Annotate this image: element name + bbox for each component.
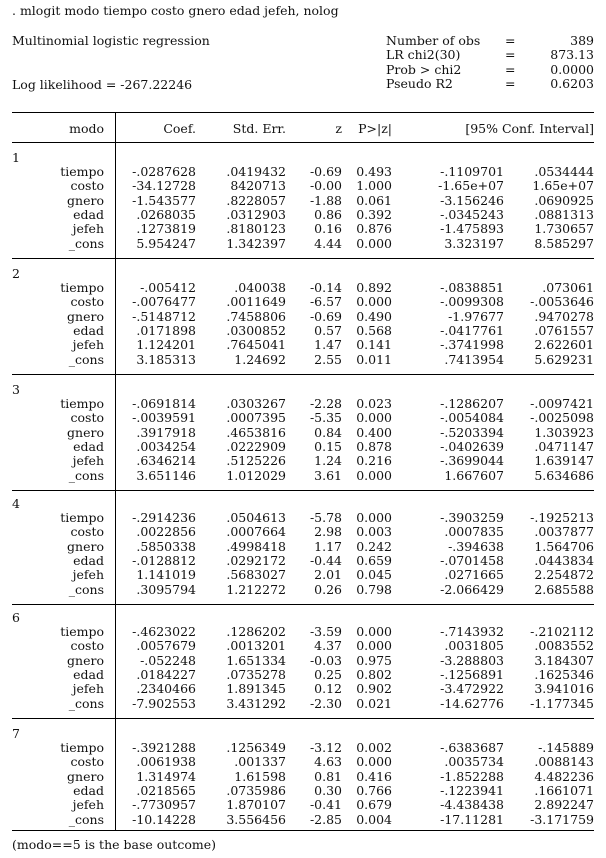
cell-coef: .1273819	[136, 221, 196, 237]
cell-ci-upper: .0690925	[534, 192, 594, 208]
cell-ci-lower: -.0838851	[440, 280, 504, 295]
cell-variable: tiempo	[60, 740, 104, 755]
cell-ci-upper: 2.622601	[534, 337, 594, 353]
cell-ci-upper: -.0097421	[530, 396, 594, 411]
base-outcome-note: (modo==5 is the base outcome)	[12, 837, 216, 852]
cell-coef: -.0691814	[132, 396, 196, 411]
cell-ci-upper: 5.629231	[534, 351, 594, 367]
cell-ci-upper: .0761557	[534, 322, 594, 338]
cell-ci-lower: -14.62776	[440, 695, 504, 711]
cell-p-value: 0.023	[356, 396, 392, 411]
stat-value: 873.13	[550, 47, 594, 62]
cell-z: 0.57	[314, 322, 342, 338]
cell-variable: _cons	[68, 467, 104, 483]
cell-ci-upper: .0037877	[534, 524, 594, 540]
cell-std-err: .0735986	[226, 782, 286, 798]
cell-z: 1.47	[314, 337, 342, 353]
cell-ci-lower: 1.667607	[444, 467, 504, 483]
stat-eq: =	[505, 62, 516, 77]
cell-std-err: .1286202	[226, 624, 286, 639]
stat-label: Prob > chi2	[386, 62, 462, 77]
stat-value: 389	[570, 33, 594, 48]
cell-z: -2.30	[309, 695, 342, 711]
cell-z: 4.37	[314, 638, 342, 654]
cell-ci-upper: .1625346	[534, 666, 594, 682]
cell-ci-upper: -.1925213	[530, 510, 594, 525]
table-bottom-rule	[12, 830, 594, 831]
cell-ci-upper: .0443834	[534, 552, 594, 568]
cell-z: 0.12	[314, 681, 342, 697]
cell-std-err: .0312903	[226, 206, 286, 222]
cell-std-err: 1.891345	[226, 681, 286, 697]
cell-std-err: .0007664	[226, 524, 286, 540]
cell-z: 0.25	[314, 666, 342, 682]
cell-z: 0.30	[314, 782, 342, 798]
cell-ci-upper: .0088143	[534, 754, 594, 770]
cell-ci-upper: 1.730657	[534, 221, 594, 237]
cell-ci-upper: .0083552	[534, 638, 594, 654]
cell-p-value: 0.000	[356, 624, 392, 639]
cell-std-err: .040038	[234, 280, 286, 295]
cell-variable: jefeh	[72, 221, 104, 237]
cell-variable: gnero	[67, 768, 104, 784]
cell-z: 0.84	[314, 424, 342, 440]
equation-label: 6	[12, 610, 20, 625]
cell-std-err: .7645041	[226, 337, 286, 353]
equation-label: 7	[12, 726, 20, 741]
cell-coef: .0022856	[136, 524, 196, 540]
cell-p-value: 0.000	[356, 294, 392, 310]
cell-p-value: 0.679	[356, 797, 392, 813]
cell-std-err: .0300852	[226, 322, 286, 338]
cell-z: 0.15	[314, 438, 342, 454]
cell-coef: .0057679	[136, 638, 196, 654]
cell-std-err: .4653816	[226, 424, 286, 440]
cell-coef: -.0128812	[132, 552, 196, 568]
cell-p-value: 0.659	[356, 552, 392, 568]
cell-coef: 3.185313	[136, 351, 196, 367]
cell-p-value: 0.000	[356, 510, 392, 525]
cell-variable: jefeh	[72, 681, 104, 697]
stat-value: 0.6203	[550, 76, 594, 91]
cell-ci-lower: -.0402639	[440, 438, 504, 454]
header-se: Std. Err.	[232, 121, 286, 136]
cell-ci-upper: 3.184307	[534, 652, 594, 668]
cell-coef: -.5148712	[132, 308, 196, 324]
table-header-rule	[12, 142, 594, 143]
cell-coef: -10.14228	[132, 811, 196, 827]
cell-p-value: 0.011	[356, 351, 392, 367]
cell-variable: jefeh	[72, 567, 104, 583]
cell-ci-lower: .0035734	[444, 754, 504, 770]
cell-variable: gnero	[67, 192, 104, 208]
cell-ci-lower: -.3903259	[440, 510, 504, 525]
cell-ci-lower: 3.323197	[444, 235, 504, 251]
cell-ci-lower: -.6383687	[440, 740, 504, 755]
cell-variable: costo	[70, 178, 104, 194]
cell-coef: -.7730957	[132, 797, 196, 813]
cell-ci-upper: -.0025098	[530, 410, 594, 426]
cell-variable: gnero	[67, 308, 104, 324]
cell-ci-lower: -.3699044	[440, 453, 504, 469]
equation-separator	[12, 490, 594, 491]
cell-coef: -1.543577	[132, 192, 196, 208]
cell-z: -5.35	[309, 410, 342, 426]
cell-variable: tiempo	[60, 164, 104, 179]
cell-p-value: 1.000	[356, 178, 392, 194]
cell-z: -0.44	[309, 552, 342, 568]
cell-ci-lower: .0007835	[444, 524, 504, 540]
stat-label: Number of obs	[386, 33, 481, 48]
header-coef: Coef.	[163, 121, 196, 136]
cell-z: -0.14	[309, 280, 342, 295]
header-ci: [95% Conf. Interval]	[465, 121, 594, 136]
cell-z: 0.26	[314, 581, 342, 597]
cell-std-err: 1.012029	[226, 467, 286, 483]
cell-p-value: 0.975	[356, 652, 392, 668]
cell-p-value: 0.490	[356, 308, 392, 324]
header-z: z	[335, 121, 342, 136]
cell-coef: -.0039591	[132, 410, 196, 426]
cell-std-err: .001337	[234, 754, 286, 770]
cell-std-err: .4998418	[226, 538, 286, 554]
stat-eq: =	[505, 76, 516, 91]
equation-label: 3	[12, 382, 20, 397]
cell-ci-upper: -3.171759	[530, 811, 594, 827]
cell-coef: -.0287628	[132, 164, 196, 179]
cell-ci-upper: 2.254872	[534, 567, 594, 583]
cell-coef: 1.124201	[136, 337, 196, 353]
cell-variable: edad	[73, 782, 104, 798]
cell-p-value: 0.392	[356, 206, 392, 222]
cell-variable: costo	[70, 410, 104, 426]
cell-coef: .3917918	[136, 424, 196, 440]
cell-z: -0.69	[309, 308, 342, 324]
cell-z: -0.41	[309, 797, 342, 813]
cell-ci-lower: -.0345243	[440, 206, 504, 222]
cell-z: -2.28	[309, 396, 342, 411]
cell-ci-upper: .1661071	[534, 782, 594, 798]
cell-coef: 3.651146	[136, 467, 196, 483]
cell-variable: tiempo	[60, 624, 104, 639]
cell-coef: .6346214	[136, 453, 196, 469]
cell-std-err: .8180123	[226, 221, 286, 237]
cell-z: 3.61	[314, 467, 342, 483]
header-depvar: modo	[69, 121, 104, 136]
cell-std-err: 3.431292	[226, 695, 286, 711]
cell-ci-lower: -4.438438	[440, 797, 504, 813]
cell-ci-upper: .9470278	[534, 308, 594, 324]
cell-ci-lower: -3.472922	[440, 681, 504, 697]
table-vertical-rule	[115, 112, 116, 830]
cell-std-err: .0013201	[226, 638, 286, 654]
cell-p-value: 0.000	[356, 754, 392, 770]
cell-coef: 1.314974	[136, 768, 196, 784]
cell-variable: _cons	[68, 811, 104, 827]
cell-coef: .3095794	[136, 581, 196, 597]
cell-ci-lower: -.0701458	[440, 552, 504, 568]
cell-p-value: 0.400	[356, 424, 392, 440]
cell-ci-lower: -.7143932	[440, 624, 504, 639]
cell-z: -6.57	[309, 294, 342, 310]
cell-z: 2.01	[314, 567, 342, 583]
cell-std-err: 1.870107	[226, 797, 286, 813]
cell-std-err: 1.61598	[234, 768, 286, 784]
cell-z: -3.59	[309, 624, 342, 639]
cell-ci-lower: .0271665	[444, 567, 504, 583]
cell-variable: _cons	[68, 695, 104, 711]
cell-ci-upper: 2.892247	[534, 797, 594, 813]
cell-variable: gnero	[67, 424, 104, 440]
cell-std-err: .0419432	[226, 164, 286, 179]
cell-coef: .0034254	[136, 438, 196, 454]
cell-ci-lower: -1.97677	[448, 308, 504, 324]
cell-z: 0.16	[314, 221, 342, 237]
cell-p-value: 0.000	[356, 467, 392, 483]
cell-p-value: 0.002	[356, 740, 392, 755]
cell-ci-lower: .0031805	[444, 638, 504, 654]
cell-variable: jefeh	[72, 453, 104, 469]
equation-label: 2	[12, 266, 20, 281]
cell-p-value: 0.878	[356, 438, 392, 454]
cell-variable: gnero	[67, 538, 104, 554]
cell-p-value: 0.416	[356, 768, 392, 784]
cell-ci-upper: 1.65e+07	[532, 178, 594, 194]
cell-variable: gnero	[67, 652, 104, 668]
cell-ci-upper: 1.303923	[534, 424, 594, 440]
cell-variable: edad	[73, 666, 104, 682]
cell-ci-lower: -.1286207	[440, 396, 504, 411]
cell-coef: -.0076477	[132, 294, 196, 310]
stat-label: LR chi2(30)	[386, 47, 461, 62]
cell-ci-lower: -2.066429	[440, 581, 504, 597]
cell-ci-upper: 4.482236	[534, 768, 594, 784]
command-line: . mlogit modo tiempo costo gnero edad jefeh, nolog	[12, 3, 339, 18]
cell-p-value: 0.876	[356, 221, 392, 237]
cell-p-value: 0.021	[356, 695, 392, 711]
cell-std-err: 1.342397	[226, 235, 286, 251]
cell-coef: -7.902553	[132, 695, 196, 711]
cell-variable: edad	[73, 438, 104, 454]
cell-p-value: 0.766	[356, 782, 392, 798]
cell-z: -2.85	[309, 811, 342, 827]
cell-z: 1.24	[314, 453, 342, 469]
cell-coef: .0218565	[136, 782, 196, 798]
equation-label: 1	[12, 150, 20, 165]
cell-ci-lower: -3.288803	[440, 652, 504, 668]
cell-ci-upper: -.145889	[538, 740, 594, 755]
cell-ci-lower: -.3741998	[440, 337, 504, 353]
cell-std-err: .0292172	[226, 552, 286, 568]
equation-separator	[12, 604, 594, 605]
cell-ci-upper: 2.685588	[534, 581, 594, 597]
cell-ci-lower: -.394638	[448, 538, 504, 554]
cell-z: 0.81	[314, 768, 342, 784]
cell-z: 2.98	[314, 524, 342, 540]
cell-ci-upper: .073061	[542, 280, 594, 295]
cell-z: -1.88	[309, 192, 342, 208]
cell-std-err: 3.556456	[226, 811, 286, 827]
cell-variable: costo	[70, 638, 104, 654]
cell-coef: .5850338	[136, 538, 196, 554]
cell-std-err: .0222909	[226, 438, 286, 454]
cell-p-value: 0.000	[356, 638, 392, 654]
cell-p-value: 0.000	[356, 235, 392, 251]
cell-std-err: .5683027	[226, 567, 286, 583]
cell-p-value: 0.061	[356, 192, 392, 208]
cell-coef: -34.12728	[132, 178, 196, 194]
cell-variable: edad	[73, 206, 104, 222]
cell-variable: tiempo	[60, 510, 104, 525]
cell-std-err: .0504613	[226, 510, 286, 525]
cell-std-err: .0011649	[226, 294, 286, 310]
cell-ci-lower: -1.65e+07	[438, 178, 504, 194]
cell-ci-upper: 5.634686	[534, 467, 594, 483]
cell-ci-upper: 8.585297	[534, 235, 594, 251]
cell-ci-upper: -.2102112	[530, 624, 594, 639]
cell-p-value: 0.902	[356, 681, 392, 697]
cell-coef: -.4623022	[132, 624, 196, 639]
cell-coef: .0268035	[136, 206, 196, 222]
equation-separator	[12, 718, 594, 719]
cell-coef: .2340466	[136, 681, 196, 697]
cell-coef: -.3921288	[132, 740, 196, 755]
equation-separator	[12, 374, 594, 375]
cell-variable: edad	[73, 552, 104, 568]
cell-p-value: 0.141	[356, 337, 392, 353]
cell-p-value: 0.242	[356, 538, 392, 554]
cell-variable: jefeh	[72, 797, 104, 813]
cell-ci-lower: -.0417761	[440, 322, 504, 338]
cell-p-value: 0.045	[356, 567, 392, 583]
model-title: Multinomial logistic regression	[12, 33, 210, 48]
cell-std-err: .0735278	[226, 666, 286, 682]
cell-variable: costo	[70, 294, 104, 310]
cell-coef: -.052248	[140, 652, 196, 668]
cell-coef: 1.141019	[136, 567, 196, 583]
cell-ci-lower: -.1256891	[440, 666, 504, 682]
cell-ci-lower: -.0054084	[440, 410, 504, 426]
cell-z: 4.63	[314, 754, 342, 770]
cell-variable: costo	[70, 524, 104, 540]
cell-z: 4.44	[314, 235, 342, 251]
cell-coef: -.005412	[140, 280, 196, 295]
cell-std-err: .7458806	[226, 308, 286, 324]
cell-coef: .0061938	[136, 754, 196, 770]
cell-z: -5.78	[309, 510, 342, 525]
cell-std-err: 1.651334	[226, 652, 286, 668]
cell-z: 0.86	[314, 206, 342, 222]
stat-value: 0.0000	[550, 62, 594, 77]
cell-p-value: 0.493	[356, 164, 392, 179]
cell-variable: _cons	[68, 235, 104, 251]
cell-std-err: .5125226	[226, 453, 286, 469]
cell-variable: _cons	[68, 581, 104, 597]
cell-z: -0.69	[309, 164, 342, 179]
cell-p-value: 0.216	[356, 453, 392, 469]
cell-z: 2.55	[314, 351, 342, 367]
stat-eq: =	[505, 33, 516, 48]
cell-ci-upper: 3.941016	[534, 681, 594, 697]
cell-ci-upper: -1.177345	[530, 695, 594, 711]
cell-z: -0.00	[309, 178, 342, 194]
cell-ci-upper: 1.564706	[534, 538, 594, 554]
cell-ci-lower: .7413954	[444, 351, 504, 367]
cell-coef: -.2914236	[132, 510, 196, 525]
cell-coef: .0171898	[136, 322, 196, 338]
cell-std-err: 8420713	[230, 178, 286, 194]
cell-ci-lower: -1.475893	[440, 221, 504, 237]
cell-z: -0.03	[309, 652, 342, 668]
stat-label: Pseudo R2	[386, 76, 453, 91]
cell-std-err: .8228057	[226, 192, 286, 208]
cell-coef: .0184227	[136, 666, 196, 682]
cell-p-value: 0.798	[356, 581, 392, 597]
cell-std-err: .0007395	[226, 410, 286, 426]
cell-ci-lower: -17.11281	[440, 811, 504, 827]
cell-std-err: 1.24692	[234, 351, 286, 367]
cell-variable: _cons	[68, 351, 104, 367]
cell-variable: costo	[70, 754, 104, 770]
cell-z: 1.17	[314, 538, 342, 554]
cell-variable: tiempo	[60, 396, 104, 411]
table-top-rule	[12, 112, 594, 113]
cell-ci-lower: -1.852288	[440, 768, 504, 784]
cell-ci-lower: -.1223941	[440, 782, 504, 798]
cell-ci-lower: -3.156246	[440, 192, 504, 208]
cell-ci-lower: -.0099308	[440, 294, 504, 310]
cell-p-value: 0.802	[356, 666, 392, 682]
cell-p-value: 0.003	[356, 524, 392, 540]
stat-eq: =	[505, 47, 516, 62]
cell-variable: jefeh	[72, 337, 104, 353]
cell-ci-upper: .0881313	[534, 206, 594, 222]
cell-z: -3.12	[309, 740, 342, 755]
cell-ci-lower: -.1109701	[440, 164, 504, 179]
cell-std-err: .1256349	[226, 740, 286, 755]
cell-p-value: 0.892	[356, 280, 392, 295]
cell-ci-upper: .0534444	[534, 164, 594, 179]
cell-ci-lower: -.5203394	[440, 424, 504, 440]
cell-coef: 5.954247	[136, 235, 196, 251]
cell-ci-upper: .0471147	[534, 438, 594, 454]
cell-ci-upper: -.0053646	[530, 294, 594, 310]
cell-variable: tiempo	[60, 280, 104, 295]
header-p: P>|z|	[358, 121, 392, 136]
cell-p-value: 0.000	[356, 410, 392, 426]
equation-separator	[12, 258, 594, 259]
cell-p-value: 0.004	[356, 811, 392, 827]
equation-label: 4	[12, 496, 20, 511]
cell-variable: edad	[73, 322, 104, 338]
cell-std-err: 1.212272	[226, 581, 286, 597]
cell-ci-upper: 1.639147	[534, 453, 594, 469]
cell-p-value: 0.568	[356, 322, 392, 338]
log-likelihood: Log likelihood = -267.22246	[12, 77, 193, 92]
cell-std-err: .0303267	[226, 396, 286, 411]
